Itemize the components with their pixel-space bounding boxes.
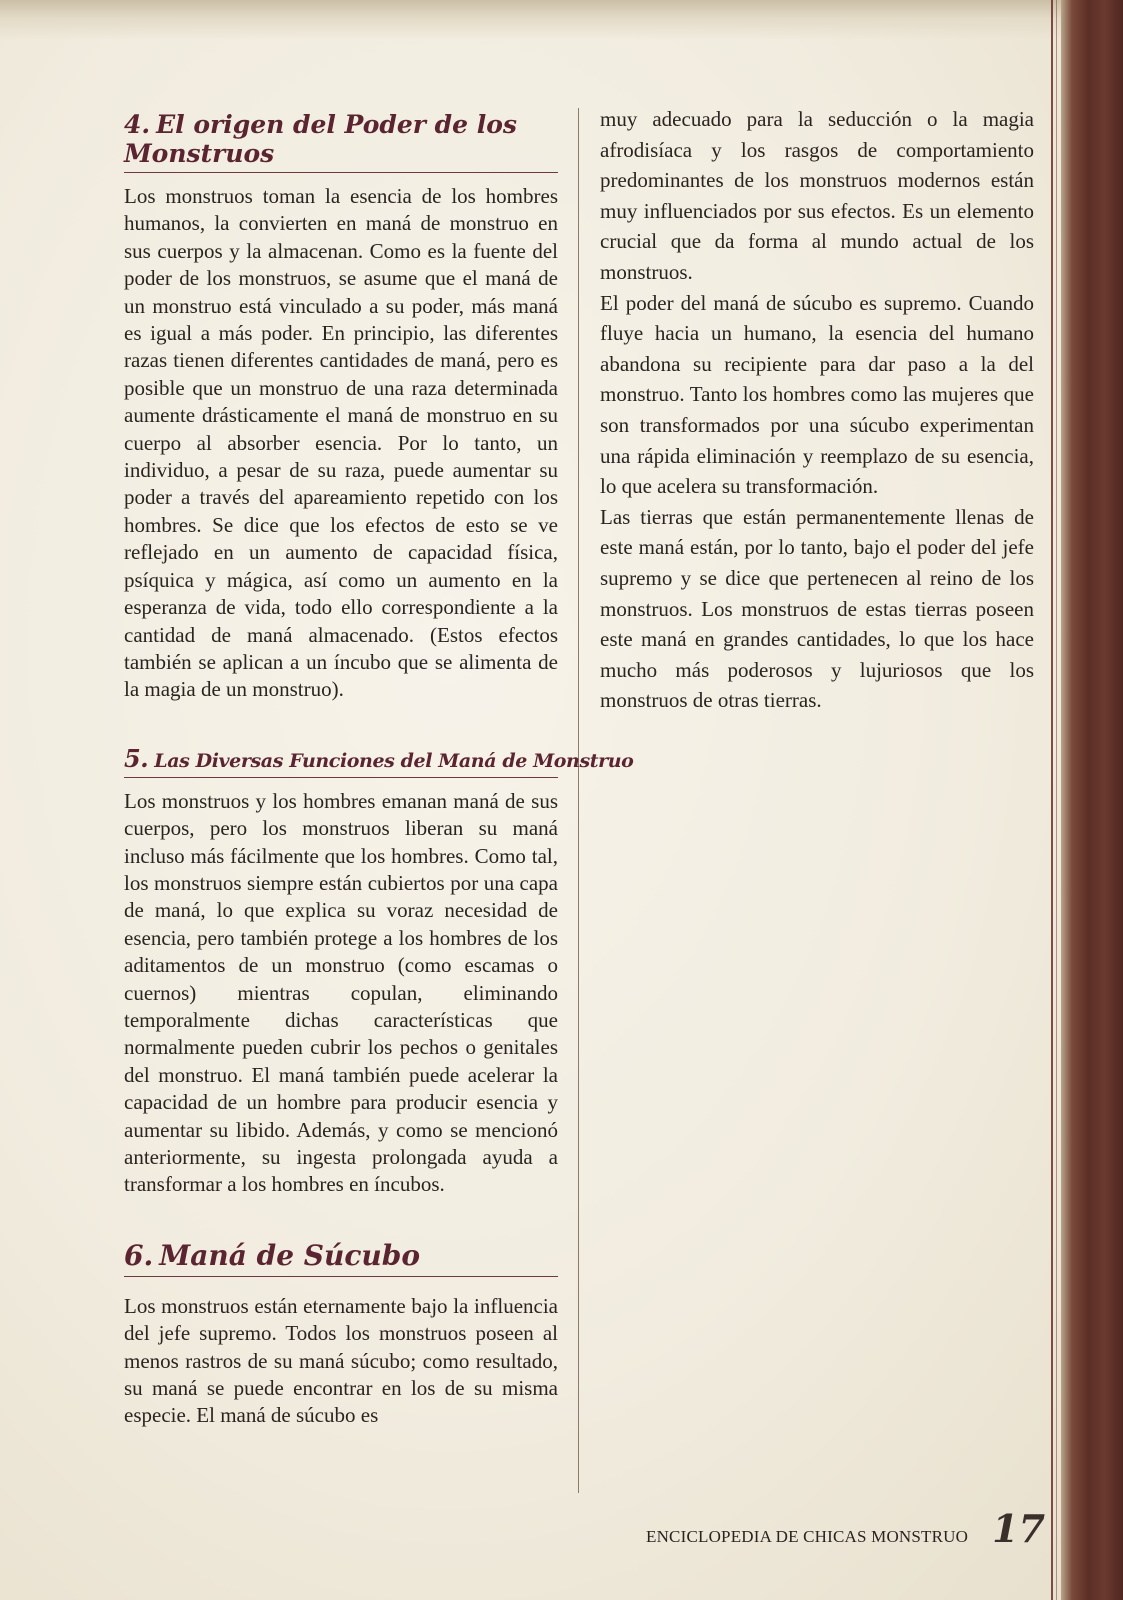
spacer [124,704,558,744]
spine-rule [1051,0,1053,1600]
right-paragraph-1: muy adecuado para la seducción o la magia afrodisíaca y los rasgos de comportamiento predominantes de los monstruos modernos están muy influenciados por sus efectos. Es un elemento crucial que da forma al mundo actual de los monstruos. [600,107,1034,284]
section-6-title: Maná de Súcubo [159,1238,420,1272]
section-5-title: Las Diversas Funciones del Maná de Monstruo [154,749,634,772]
page-number: 17 [992,1506,1046,1551]
section-4-heading [124,110,558,173]
section-5-paragraph: Los monstruos y los hombres emanan maná de sus cuerpos, pero los monstruos liberan su maná incluso más fácilmente que los hombres. Como tal, los monstruos siempre están cubiertos por una capa de maná, lo que explica su voraz necesidad de esencia, pero también protege a los hombres de los aditamentos de un monstruo (como escamas o cuernos) mientras copulan, eliminando temporalmente dichas características que normalmente pueden cubrir los pechos o genitales del monstruo. El maná también puede acelerar la capacidad de un hombre para producir esencia y aumentar su libido. Además, y como se mencionó anteriormente, su ingesta prolongada ayuda a transformar a los hombres en íncubos. [124,788,558,1197]
section-5-heading [124,743,634,778]
left-column [124,110,634,1430]
section-6-number: 6. [124,1238,154,1272]
right-paragraph-3: Las tierras que están permanentemente llenas de este maná están, por lo tanto, bajo el poder del jefe supremo y se dice que pertenecen al reino de los monstruos. Los monstruos de estas tierras poseen este maná en grandes cantidades, lo que los hace mucho más poderosos y lujuriosos que los monstruos de otras tierras. [600,504,1034,713]
section-4-title: El origen del Poder de los Monstruos [124,110,517,168]
section-5-number: 5. [124,743,149,773]
leather-spine [1061,0,1123,1600]
page-footer [646,1506,1045,1551]
spacer [124,173,558,183]
right-column [600,104,1034,716]
book-title: ENCICLOPEDIA DE CHICAS MONSTRUO [646,1527,969,1546]
section-6-heading [124,1239,558,1277]
spacer [124,778,558,788]
spine-rule-inner [1056,0,1057,1600]
section-4-paragraph: Los monstruos toman la esencia de los hombres humanos, la convierten en maná de monstruo en sus cuerpos y la almacenan. Como es la fuente del poder de los monstruos, se asume que el maná de un monstruo está vinculado a su poder, más maná es igual a más poder. En principio, las diferentes razas tienen diferentes cantidades de maná, pero es posible que un monstruo de una raza determinada aumente drásticamente el maná de monstruo en su cuerpo al absorber esencia. Por lo tanto, un individuo, a pesar de su raza, puede aumentar su poder a través del apareamiento repetido con los hombres. Se dice que los efectos de esto se ve reflejado en un aumento de capacidad física, psíquica y mágica, así como un aumento en la esperanza de vida, todo ello correspondiente a la cantidad de maná almacenado. (Estos efectos también se aplican a un íncubo que se alimenta de la magia de un monstruo). [124,184,558,702]
right-paragraph-2: El poder del maná de súcubo es supremo. Cuando fluye hacia un humano, la esencia del humano abandona su recipiente para dar paso a la del monstruo. Tanto los hombres como las mujeres que son transformados por una súcubo experimentan una rápida eliminación y reemplazo de su esencia, lo que acelera su transformación. [600,290,1034,499]
section-4-number: 4. [124,110,151,139]
column-divider [578,108,579,1493]
spacer [124,1277,558,1293]
spacer [124,1199,558,1239]
section-6-paragraph: Los monstruos están eternamente bajo la influencia del jefe supremo. Todos los monstruos poseen al menos rastros de su maná súcubo; como resultado, su maná se puede encontrar en los de su misma especie. El maná de súcubo es [124,1293,558,1428]
torn-top-edge [0,0,1123,40]
